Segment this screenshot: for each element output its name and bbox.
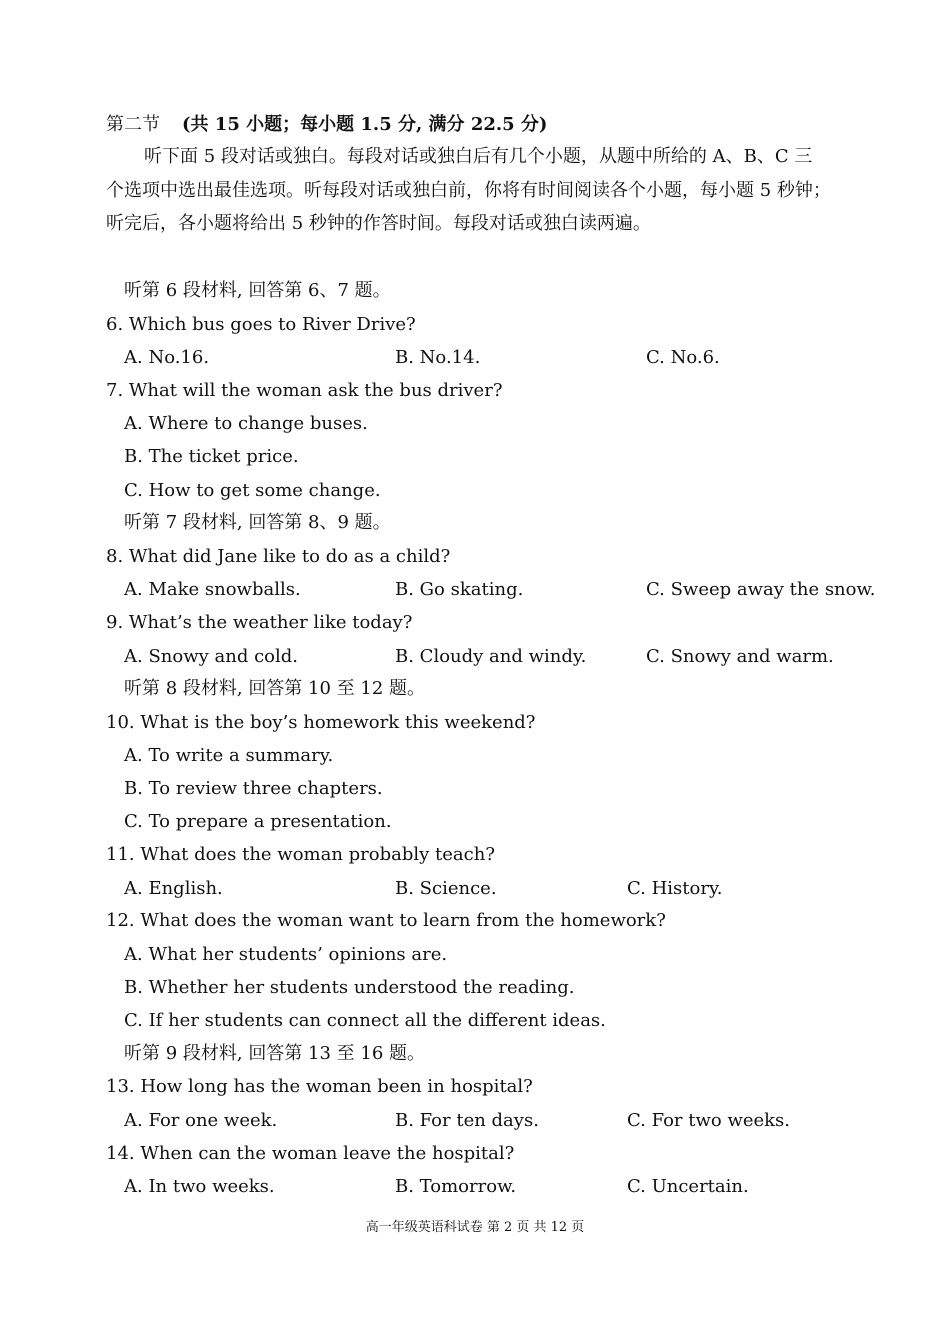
option-c: C. History. bbox=[627, 878, 723, 899]
option-c: C. Snowy and warm. bbox=[646, 646, 834, 667]
question-stem: 12. What does the woman want to learn from the homework? bbox=[106, 910, 666, 931]
section-title: 第二节 bbox=[106, 114, 160, 135]
option-a: A. To write a summary. bbox=[124, 745, 334, 766]
option-c: C. If her students can connect all the different ideas. bbox=[124, 1010, 606, 1031]
question-stem: 6. Which bus goes to River Drive? bbox=[106, 314, 416, 335]
page-footer: 高一年级英语科试卷 第 2 页 共 12 页 bbox=[365, 1220, 585, 1235]
option-b: B. No.14. bbox=[395, 347, 481, 368]
question-stem: 14. When can the woman leave the hospital? bbox=[106, 1143, 515, 1164]
instructions-line: 个选项中选出最佳选项。听每段对话或独白前，你将有时间阅读各个小题，每小题 5 秒钟； bbox=[106, 180, 831, 201]
option-c: C. Sweep away the snow. bbox=[646, 579, 876, 600]
option-b: B. To review three chapters. bbox=[124, 778, 383, 799]
question-stem: 13. How long has the woman been in hospital? bbox=[106, 1076, 533, 1097]
instructions-line: 听下面 5 段对话或独白。每段对话或独白后有几个小题，从题中所给的 A、B、C 三 bbox=[144, 146, 813, 167]
option-a: A. Snowy and cold. bbox=[124, 646, 298, 667]
option-b: B. Go skating. bbox=[395, 579, 524, 600]
option-a: A. For one week. bbox=[124, 1110, 278, 1131]
option-c: C. No.6. bbox=[646, 347, 720, 368]
option-b: B. The ticket price. bbox=[124, 446, 299, 467]
section-info: (共 15 小题；每小题 1.5 分, 满分 22.5 分) bbox=[182, 114, 548, 135]
option-c: C. How to get some change. bbox=[124, 480, 381, 501]
option-a: A. English. bbox=[124, 878, 223, 899]
option-a: A. Where to change buses. bbox=[124, 413, 368, 434]
question-stem: 11. What does the woman probably teach? bbox=[106, 844, 495, 865]
total-points: 22.5 bbox=[470, 114, 515, 135]
group-label: 听第 9 段材料, 回答第 13 至 16 题。 bbox=[124, 1043, 426, 1064]
question-stem: 10. What is the boy’s homework this weekend? bbox=[106, 712, 536, 733]
option-b: B. Cloudy and windy. bbox=[395, 646, 587, 667]
group-label: 听第 7 段材料, 回答第 8、9 题。 bbox=[124, 512, 391, 533]
group-label: 听第 6 段材料, 回答第 6、7 题。 bbox=[124, 280, 391, 301]
option-b: B. Whether her students understood the reading. bbox=[124, 977, 575, 998]
option-a: A. No.16. bbox=[124, 347, 210, 368]
option-b: B. Tomorrow. bbox=[395, 1176, 517, 1197]
option-b: B. For ten days. bbox=[395, 1110, 539, 1131]
option-a: A. What her students’ opinions are. bbox=[124, 944, 448, 965]
option-b: B. Science. bbox=[395, 878, 497, 899]
option-c: C. Uncertain. bbox=[627, 1176, 749, 1197]
group-label: 听第 8 段材料, 回答第 10 至 12 题。 bbox=[124, 678, 426, 699]
option-a: A. In two weeks. bbox=[124, 1176, 275, 1197]
points-each: 1.5 bbox=[360, 114, 392, 135]
option-c: C. To prepare a presentation. bbox=[124, 811, 392, 832]
question-stem: 7. What will the woman ask the bus driver? bbox=[106, 380, 503, 401]
section-header bbox=[106, 113, 547, 137]
question-count: 15 bbox=[214, 114, 240, 135]
question-stem: 9. What’s the weather like today? bbox=[106, 612, 413, 633]
option-c: C. For two weeks. bbox=[627, 1110, 791, 1131]
instructions-line: 听完后，各小题将给出 5 秒钟的作答时间。每段对话或独白读两遍。 bbox=[106, 213, 651, 234]
option-a: A. Make snowballs. bbox=[124, 579, 301, 600]
question-stem: 8. What did Jane like to do as a child? bbox=[106, 546, 451, 567]
